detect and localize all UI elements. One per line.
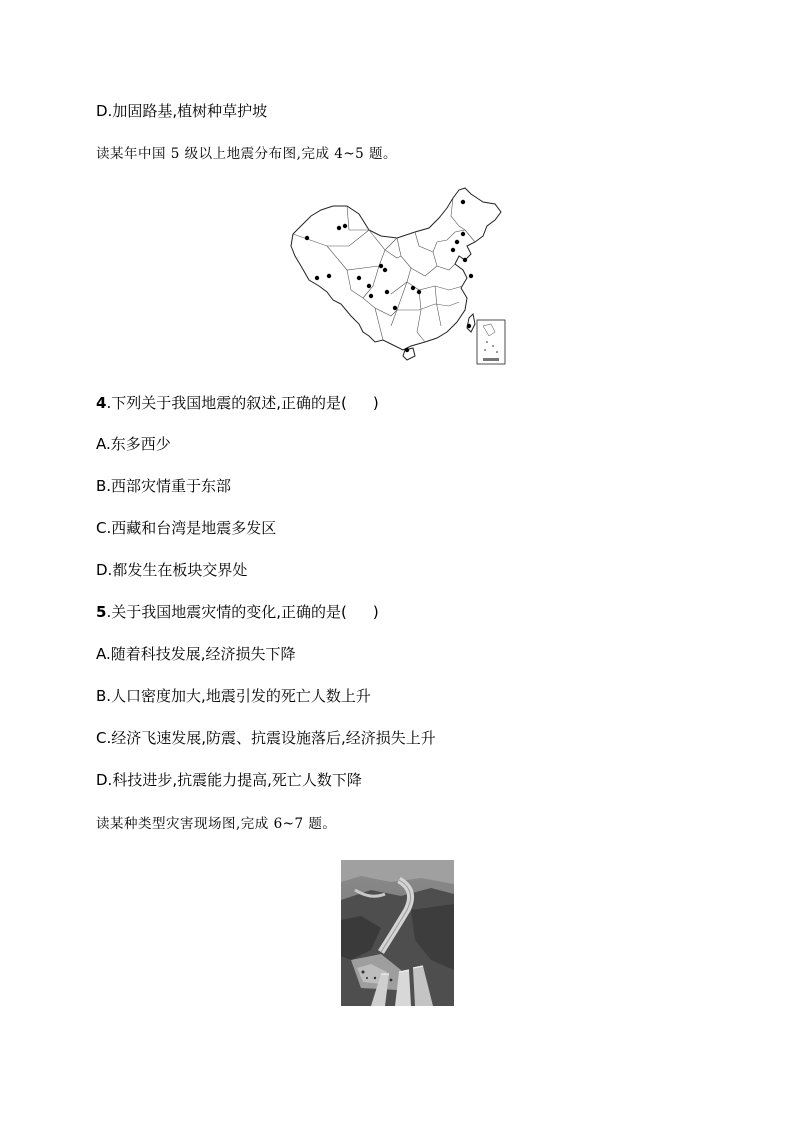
question-5-stem [96, 602, 379, 622]
province-border [385, 250, 401, 258]
q5-option-a: A.随着科技发展,经济损失下降 [96, 645, 296, 663]
q5-option-d: D.科技进步,抗震能力提高,死亡人数下降 [96, 771, 362, 789]
province-border [347, 206, 369, 230]
taiwan-island [467, 314, 475, 332]
quake-dot [337, 226, 341, 230]
quake-dot [417, 290, 421, 294]
quake-dot [461, 200, 465, 204]
province-border [417, 290, 425, 342]
question-5-close: ) [372, 603, 379, 621]
question-4-stem [96, 393, 379, 413]
province-border [397, 302, 459, 310]
q5-option-c: C.经济飞速发展,防震、抗震设施落后,经济损失上升 [96, 729, 436, 747]
question-4-text: .下列关于我国地震的叙述,正确的是( [106, 394, 347, 412]
q4-option-c: C.西藏和台湾是地震多发区 [96, 519, 277, 537]
quake-dot [315, 276, 319, 280]
china-earthquake-map [287, 186, 509, 366]
quake-dot [385, 290, 389, 294]
disaster-scene-photo [341, 860, 454, 1006]
intro-disaster-photo: 读某种类型灾害现场图,完成 6~7 题。 [96, 816, 337, 832]
q4-option-a: A.东多西少 [96, 435, 171, 453]
quake-dot [379, 264, 383, 268]
province-border [397, 238, 411, 282]
quake-dot [405, 348, 409, 352]
quake-dot [327, 274, 331, 278]
question-4-close: ) [372, 394, 379, 412]
quake-dot [393, 306, 397, 310]
province-border [347, 270, 363, 298]
province-border [433, 252, 455, 270]
quake-dot [451, 248, 455, 252]
quake-dot [469, 274, 473, 278]
province-border [415, 230, 475, 252]
q5-option-b: B.人口密度加大,地震引发的死亡人数上升 [96, 687, 371, 705]
question-4-number: 4 [96, 394, 107, 412]
quake-dot [455, 240, 459, 244]
question-5-number: 5 [96, 603, 107, 621]
question-5-text: .关于我国地震灾情的变化,正确的是( [106, 603, 347, 621]
province-border [327, 230, 385, 270]
quake-dot [357, 276, 361, 280]
quake-dot [367, 284, 371, 288]
quake-dot [411, 286, 415, 290]
quake-dot [383, 268, 387, 272]
south-china-sea-inset [477, 320, 505, 364]
province-border [385, 238, 397, 250]
quake-dot [369, 294, 373, 298]
quake-dot [463, 258, 467, 262]
q4-option-d: D.都发生在板块交界处 [96, 561, 248, 579]
province-border [293, 230, 369, 246]
quake-dot [461, 232, 465, 236]
province-border [391, 282, 407, 326]
province-border [363, 266, 383, 340]
intro-earthquake-map: 读某年中国 5 级以上地震分布图,完成 4~5 题。 [96, 146, 398, 162]
quake-dot [343, 224, 347, 228]
province-border [435, 286, 441, 326]
province-border [411, 266, 437, 276]
q4-option-b: B.西部灾情重于东部 [96, 477, 232, 495]
quake-dot [305, 236, 309, 240]
quake-dot [467, 324, 471, 328]
previous-option-d: D.加固路基,植树种草护坡 [96, 102, 268, 120]
